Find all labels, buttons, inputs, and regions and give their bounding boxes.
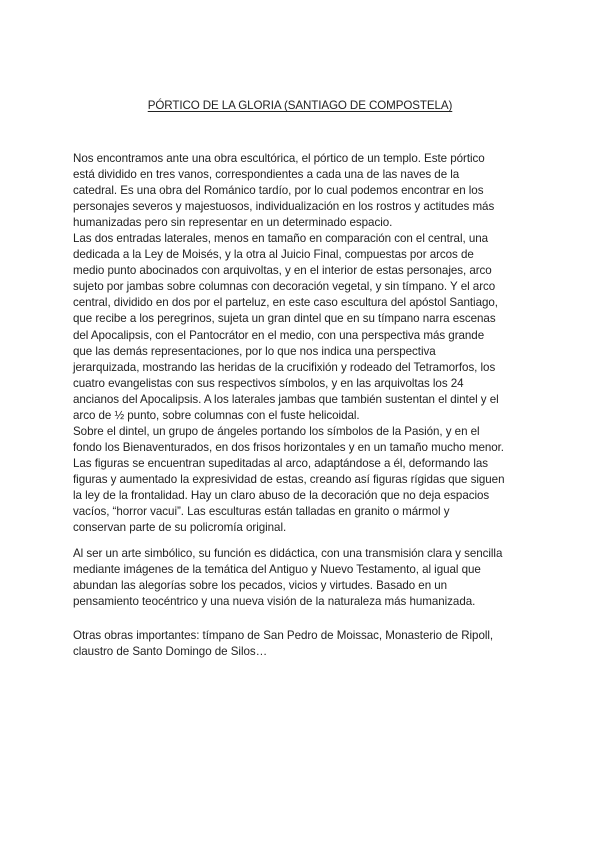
text-line: sujeto por jambas sobre columnas con decoración vegetal, y sin tímpano. Y el arco (73, 280, 496, 294)
text-line: la ley de la frontalidad. Hay un claro abuso de la decoración que no deja espacios (73, 488, 490, 502)
text-line: Al ser un arte simbólico, su función es didáctica, con una transmisión clara y sencilla (73, 547, 503, 560)
text-line: Otras obras importantes: tímpano de San Pedro de Moissac, Monasterio de Ripoll, (73, 629, 494, 642)
text-line: que las demás representaciones, por lo que nos indica una perspectiva (73, 344, 436, 358)
text-line: catedral. Es una obra del Románico tardío, por lo cual podemos encontrar en los (73, 184, 484, 198)
text-line: cuatro evangelistas con sus respectivos símbolos, y en las arquivoltas los 24 (73, 376, 464, 390)
document-title: PÓRTICO DE LA GLORIA (SANTIAGO DE COMPOSTELA) (147, 99, 453, 112)
text-line: está dividido en tres vanos, correspondientes a cada una de las naves de la (73, 168, 460, 182)
text-line: jerarquizada, mostrando las heridas de la crucifixión y rodeado del Tetramorfos, los (73, 360, 496, 374)
text-line: fondo los Bienaventurados, en dos frisos horizontales y en un tamaño mucho menor. (73, 440, 504, 454)
text-line: conservan parte de su policromía original. (73, 521, 287, 535)
text-line: Nos encontramos ante una obra escultórica, el pórtico de un templo. Este pórtico (73, 152, 485, 165)
text-line: Las dos entradas laterales, menos en tamaño en comparación con el central, una (73, 232, 489, 246)
text-line: pensamiento teocéntrico y una nueva visión de la naturaleza más humanizada. (73, 595, 476, 609)
text-line: dedicada a la Ley de Moisés, y la otra al Juicio Final, compuestas por arcos de (73, 248, 474, 262)
text-line: Sobre el dintel, un grupo de ángeles portando los símbolos de la Pasión, y en el (73, 424, 480, 438)
text-line: que recibe a los peregrinos, sujeta un gran dintel que en su tímpano narra escenas (73, 312, 496, 326)
text-line: Las figuras se encuentran supeditadas al arco, adaptándose a él, deformando las (73, 456, 488, 470)
paragraph-2 (73, 546, 533, 610)
text-line: ancianos del Apocalipsis. A los laterales jambas que también sustentan el dintel y el (73, 392, 499, 406)
text-line: arco de ½ punto, sobre columnas con el fuste helicoidal. (73, 408, 360, 422)
paragraph-1 (73, 151, 533, 536)
text-line: humanizadas pero sin representar en un determinado espacio. (73, 216, 393, 230)
text-line: mediante imágenes de la temática del Antiguo y Nuevo Testamento, al igual que (73, 563, 481, 577)
text-line: central, dividido en dos por el parteluz, en este caso escultura del apóstol Santiago, (73, 296, 498, 310)
text-line: medio punto abocinados con arquivoltas, y en el interior de estas personajes, arco (73, 264, 492, 278)
text-line: abundan las alegorías sobre los pecados, vicios y virtudes. Basado en un (73, 579, 448, 593)
text-line: vacíos, “horror vacui”. Las esculturas están talladas en granito o mármol y (73, 505, 450, 519)
text-line: del Apocalipsis, con el Pantocrátor en el medio, con una perspectiva más grande (73, 328, 485, 342)
text-line: claustro de Santo Domingo de Silos… (73, 645, 268, 659)
text-line: figuras y aumentado la expresividad de estas, creando así figuras rígidas que siguen (73, 472, 505, 486)
text-line: personajes severos y majestuosos, individualización en los rostros y actitudes más (73, 200, 495, 214)
paragraph-3 (73, 628, 533, 660)
